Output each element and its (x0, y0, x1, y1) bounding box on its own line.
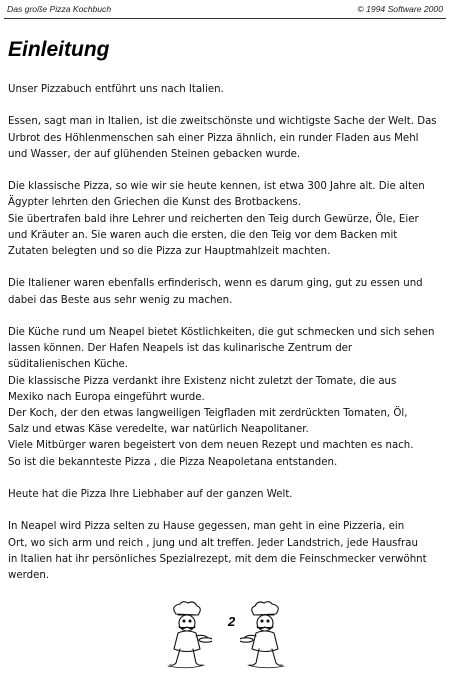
paragraph (8, 325, 440, 471)
text-line: So ist die bekannteste Pizza , die Pizza Neapoletana entstanden. (8, 456, 338, 468)
paragraph (8, 487, 440, 503)
text-line: lassen können. Der Hafen Neapels ist das kulinarische Zentrum der (8, 343, 353, 355)
text-line: Die Küche rund um Neapel bietet Köstlichkeiten, die gut schmecken und sich sehen (8, 326, 435, 338)
text-line: Sie übertrafen bald ihre Lehrer und reicherten den Teig durch Gewürze, Öle, Eier (8, 213, 419, 225)
text-line: Ägypter lehrten den Griechen die Kunst des Brotbackens. (8, 197, 301, 209)
chapter-title: Einleitung (8, 38, 110, 61)
text-line: in Italien hat ihr persönliches Spezialrezept, mit dem die Feinschmecker verwöhnt (8, 553, 427, 565)
paragraph (8, 519, 440, 584)
text-line: Heute hat die Pizza Ihre Liebhaber auf der ganzen Welt. (8, 489, 293, 500)
page-footer (160, 600, 295, 670)
text-line: Die Italiener waren ebenfalls erfinderisch, wenn es darum ging, gut zu essen und (8, 278, 423, 290)
text-line: Der Koch, der den etwas langweiligen Teigfladen mit zerdrückten Tomaten, Öl, (8, 408, 408, 419)
text-line: Essen, sagt man in Italien, ist die zweitschönste und wichtigste Sache der Welt. Das (8, 116, 437, 128)
copyright-header: © 1994 Software 2000 (357, 4, 443, 14)
page-number: 2 (228, 614, 236, 629)
paragraph (8, 114, 440, 163)
chef-holding-pizza-icon (160, 600, 212, 670)
text-line: In Neapel wird Pizza selten zu Hause gegessen, man geht in eine Pizzeria, ein (8, 521, 405, 533)
text-line: Unser Pizzabuch entführt uns nach Italien. (8, 84, 224, 95)
text-line: Viele Mitbürger waren begeistert von dem neuen Rezept und machten es nach. (8, 440, 414, 452)
paragraph (8, 179, 440, 260)
text-line: Mexiko nach Europa eingeführt wurde. (8, 391, 205, 403)
text-line: und Wasser, der auf glühenden Steinen gebacken wurde. (8, 148, 301, 160)
text-line: Ort, wo sich arm und reich , jung und alt treffen. Jeder Landstrich, jede Hausfrau (8, 537, 418, 549)
text-line: werden. (8, 570, 50, 581)
text-line: und Kräuter an. Sie waren auch die ersten, die den Teig vor dem Backen mit (8, 229, 398, 241)
text-line: Die klassische Pizza verdankt ihre Existenz nicht zuletzt der Tomate, die aus (8, 375, 397, 387)
chef-holding-pizza-icon (240, 600, 292, 670)
text-line: süditalienischen Küche. (8, 359, 129, 371)
paragraph (8, 82, 440, 98)
text-line: Zutaten belegten und so die Pizza zur Hauptmahlzeit machten. (8, 246, 331, 257)
book-title-header: Das große Pizza Kochbuch (7, 4, 112, 14)
paragraph (8, 276, 440, 308)
header-divider (4, 18, 446, 19)
text-line: Die klassische Pizza, so wie wir sie heute kennen, ist etwa 300 Jahre alt. Die alten (8, 181, 425, 193)
text-line: dabei das Beste aus sehr wenig zu machen. (8, 294, 233, 306)
text-line: Salz und etwas Käse veredelte, war natürlich Neapolitaner. (8, 424, 309, 436)
running-header (7, 4, 443, 18)
text-line: Urbrot des Höhlenmenschen sah einer Pizza ähnlich, ein runder Fladen aus Mehl (8, 132, 419, 144)
body-text (8, 82, 440, 600)
